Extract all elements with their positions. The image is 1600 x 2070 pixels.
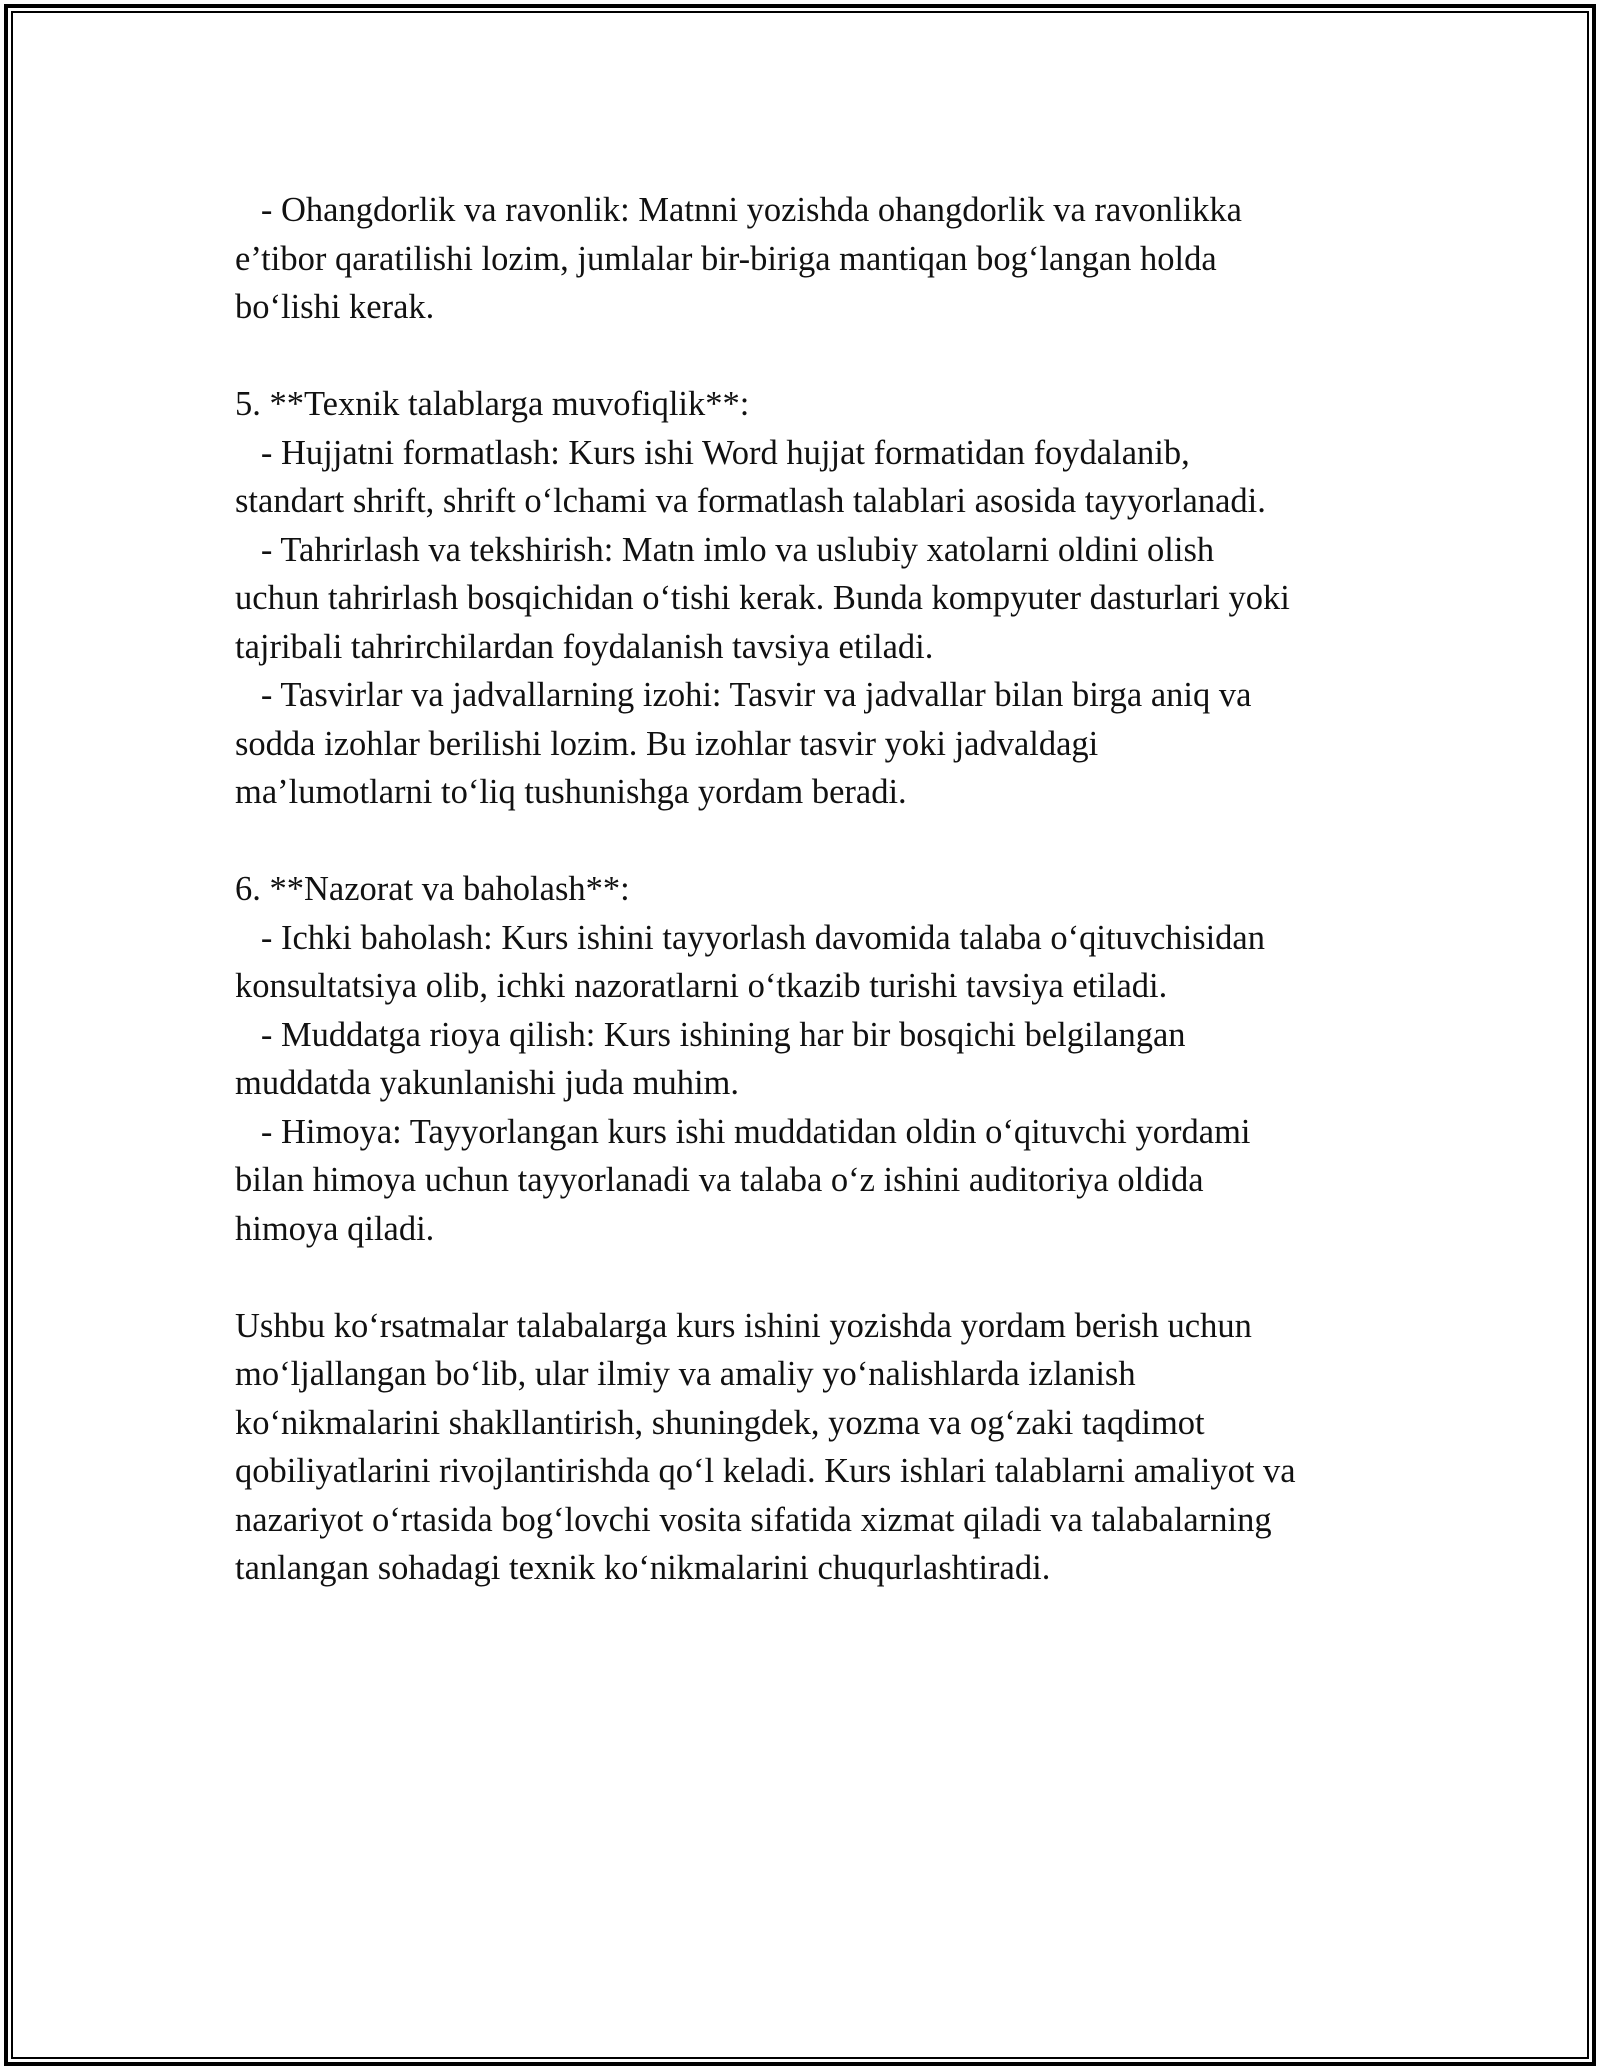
text-line: standart shrift, shrift o‘lchami va formatlash talablari asosida tayyorlanadi. [235,482,1266,520]
text-line: nazariyot o‘rtasida bog‘lovchi vosita sifatida xizmat qiladi va talabalarning [235,1500,1272,1539]
section-heading: 5. **Texnik talablarga muvofiqlik**: [235,385,750,423]
text-line: bo‘lishi kerak. [235,288,435,326]
blank-line [235,817,1385,866]
document-body [235,186,1385,1593]
text-line: bilan himoya uchun tayyorlanadi va talaba o‘z ishini auditoriya oldida [235,1161,1204,1199]
blank-line [235,332,1385,381]
text-line: mo‘ljallangan bo‘lib, ular ilmiy va amaliy yo‘nalishlarda izlanish [235,1355,1136,1393]
text-line: e’tibor qaratilishi lozim, jumlalar bir-biriga mantiqan bog‘langan holda [235,239,1217,278]
text-line: - Ohangdorlik va ravonlik: Matnni yozishda ohangdorlik va ravonlikka [235,191,1242,229]
text-line: - Muddatga rioya qilish: Kurs ishining har bir bosqichi belgilangan [235,1015,1186,1054]
text-line: himoya qiladi. [235,1209,435,1248]
blank-line [235,1253,1385,1302]
text-line: sodda izohlar berilishi lozim. Bu izohlar tasvir yoki jadvaldagi [235,724,1099,763]
text-line: muddatda yakunlanishi juda muhim. [235,1064,740,1102]
text-line: tajribali tahrirchilardan foydalanish tavsiya etiladi. [235,627,934,666]
text-line: ma’lumotlarni to‘liq tushunishga yordam beradi. [235,773,907,811]
section-heading: 6. **Nazorat va baholash**: [235,870,630,908]
text-line: - Tahrirlash va tekshirish: Matn imlo va uslubiy xatolarni oldini olish [235,530,1215,569]
text-line: Ushbu ko‘rsatmalar talabalarga kurs ishini yozishda yordam berish uchun [235,1306,1252,1345]
text-line: ko‘nikmalarini shakllantirish, shuningdek, yozma va og‘zaki taqdimot [235,1403,1205,1442]
text-line: tanlangan sohadagi texnik ko‘nikmalarini chuqurlashtiradi. [235,1549,1051,1587]
text-line: - Tasvirlar va jadvallarning izohi: Tasvir va jadvallar bilan birga aniq va [235,676,1252,714]
text-line: konsultatsiya olib, ichki nazoratlarni o‘tkazib turishi tavsiya etiladi. [235,967,1168,1005]
text-line: - Hujjatni formatlash: Kurs ishi Word hujjat formatidan foydalanib, [235,433,1190,472]
text-line: qobiliyatlarini rivojlantirishda qo‘l keladi. Kurs ishlari talablarni amaliyot va [235,1452,1296,1490]
text-line: uchun tahrirlash bosqichidan o‘tishi kerak. Bunda kompyuter dasturlari yoki [235,579,1290,617]
text-line: - Ichki baholash: Kurs ishini tayyorlash davomida talaba o‘qituvchisidan [235,918,1265,957]
text-line: - Himoya: Tayyorlangan kurs ishi muddatidan oldin o‘qituvchi yordami [235,1112,1251,1151]
